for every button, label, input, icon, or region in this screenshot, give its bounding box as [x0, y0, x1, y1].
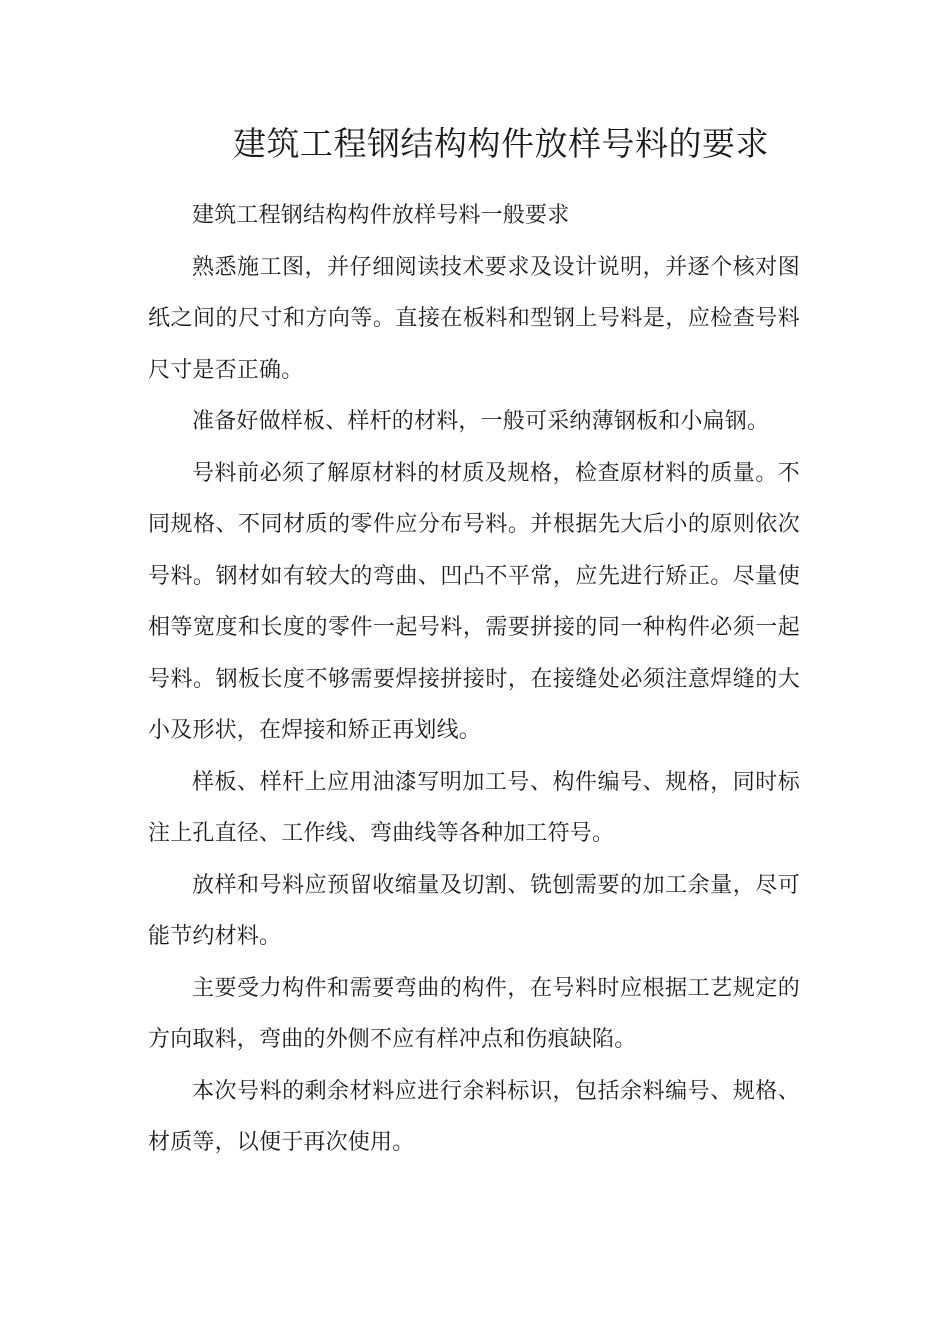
- paragraph: 样板、样杆上应用油漆写明加工号、构件编号、规格，同时标注上孔直径、工作线、弯曲线等各种加工符号。: [148, 769, 800, 846]
- paragraph: 放样和号料应预留收缩量及切割、铣刨需要的加工余量，尽可能节约材料。: [148, 872, 800, 949]
- document-body: [148, 190, 800, 1169]
- paragraph: 号料前必须了解原材料的材质及规格，检查原材料的质量。不同规格、不同材质的零件应分布号料。并根据先大后小的原则依次号料。钢材如有较大的弯曲、凹凸不平常，应先进行矫正。尽量使相等宽度和长度的零件一起号料，需要拼接的同一种构件必须一起号料。钢板长度不够需要焊接拼接时，在接缝处必须注意焊缝的大小及形状，在焊接和矫正再划线。: [148, 460, 800, 743]
- paragraph: 准备好做样板、样杆的材料，一般可采纳薄钢板和小扁钢。: [192, 409, 770, 434]
- paragraph: 本次号料的剩余材料应进行余料标识，包括余料编号、规格、材质等，以便于再次使用。: [148, 1078, 800, 1155]
- paragraph: 熟悉施工图，并仔细阅读技术要求及设计说明，并逐个核对图纸之间的尺寸和方向等。直接在板料和型钢上号料是，应检查号料尺寸是否正确。: [148, 254, 800, 383]
- paragraph: 主要受力构件和需要弯曲的构件，在号料时应根据工艺规定的方向取料，弯曲的外侧不应有样冲点和伤痕缺陷。: [148, 975, 800, 1052]
- document-title: 建筑工程钢结构构件放样号料的要求: [233, 124, 769, 163]
- paragraph-subheading: 建筑工程钢结构构件放样号料一般要求: [192, 203, 570, 228]
